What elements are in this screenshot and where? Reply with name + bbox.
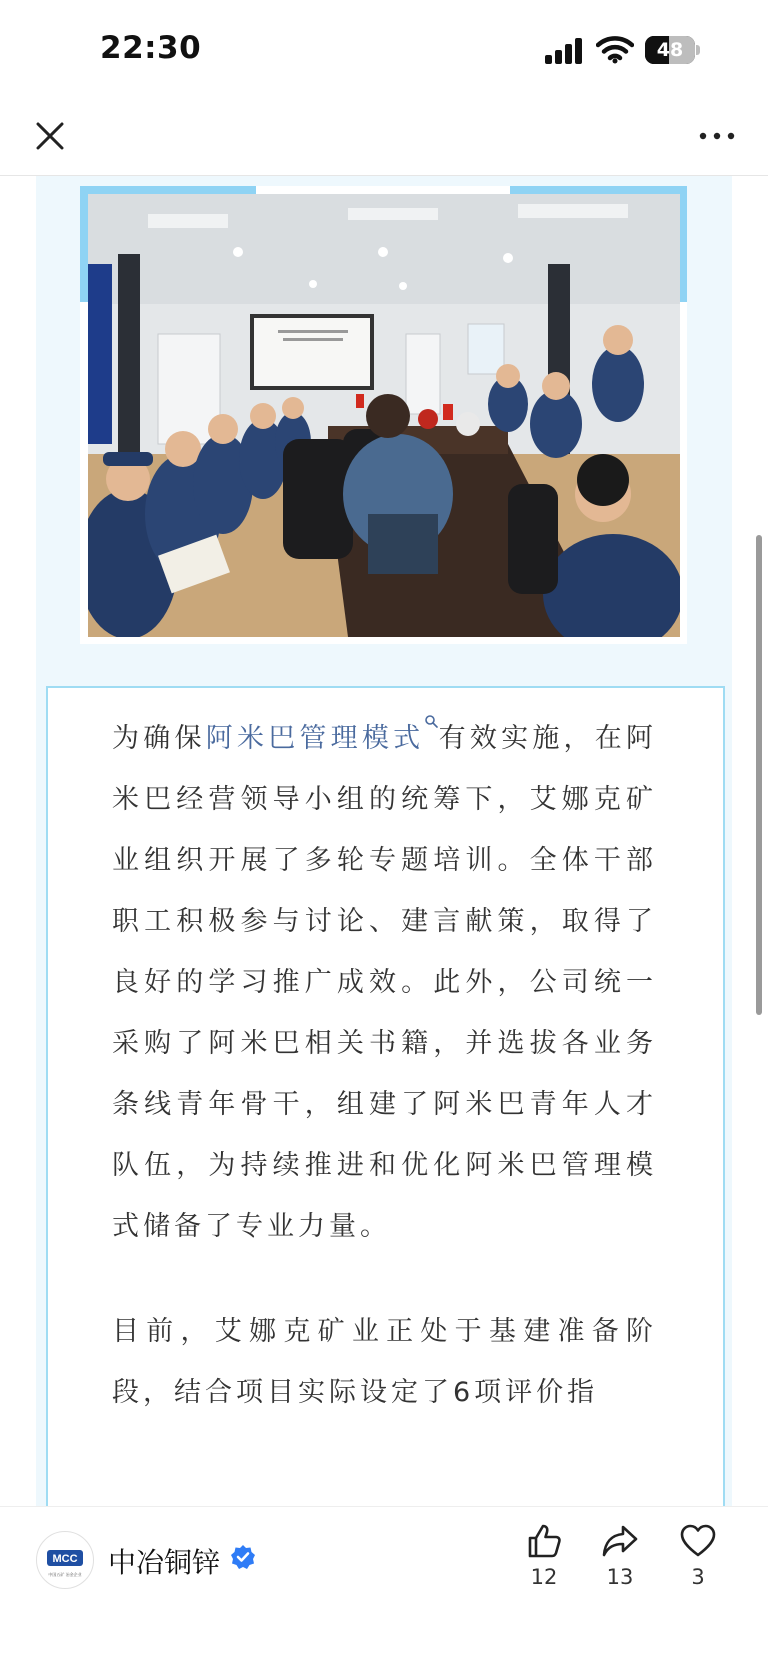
- like-button[interactable]: [514, 1521, 574, 1589]
- more-icon: [695, 126, 739, 146]
- like-icon: [524, 1521, 564, 1561]
- avatar-logo-text: MCC: [52, 1553, 78, 1565]
- close-button[interactable]: [30, 116, 70, 156]
- battery-icon: [645, 36, 701, 66]
- favorite-count: 3: [691, 1565, 705, 1589]
- share-button[interactable]: [590, 1521, 650, 1589]
- status-bar: [0, 0, 768, 100]
- paragraph-1-body: 有效实施，在阿米巴经营领导小组的统筹下，艾娜克矿业组织开展了多轮专题培训。全体干部职工积极参与讨论、建言献策，取得了良好的学习推广成效。此外，公司统一采购了阿米巴相关书籍，并选拔各业务条线青年骨干，组建了阿米巴青年人才队伍，为持续推进和优化阿米巴管理模式储备了专业力量。: [112, 723, 658, 1242]
- article-content[interactable]: [0, 176, 768, 1506]
- cellular-signal-icon: [545, 38, 585, 64]
- bottom-action-bar: [0, 1506, 768, 1666]
- verified-icon: [230, 1544, 256, 1570]
- scrollbar[interactable]: [756, 535, 762, 1015]
- like-count: 12: [530, 1565, 558, 1589]
- article-paragraph-2: 目前，艾娜克矿业正处于基建准备阶段，结合项目实际设定了6项评价指: [112, 1316, 657, 1408]
- meeting-photo[interactable]: [88, 194, 680, 637]
- share-icon: [600, 1521, 640, 1561]
- heart-icon: [678, 1521, 718, 1561]
- account-avatar[interactable]: [36, 1531, 94, 1589]
- battery-level: 48: [656, 39, 684, 61]
- account-name[interactable]: 中冶铜锌: [108, 1546, 221, 1579]
- close-icon: [30, 116, 70, 156]
- paragraph-1-intro: 为确保: [112, 723, 206, 754]
- favorite-button[interactable]: [668, 1521, 728, 1589]
- share-count: 13: [606, 1565, 634, 1589]
- status-time: 22:30: [100, 30, 202, 66]
- avatar-caption-text: 中国五矿 冶金企业: [48, 1572, 82, 1577]
- amoeba-management-link[interactable]: 阿米巴管理模式: [205, 723, 425, 754]
- more-options-button[interactable]: [695, 126, 739, 146]
- nav-bar: [0, 100, 768, 176]
- search-icon[interactable]: [424, 714, 438, 728]
- article-paragraph-1: [112, 708, 657, 1257]
- wifi-icon: [596, 34, 634, 64]
